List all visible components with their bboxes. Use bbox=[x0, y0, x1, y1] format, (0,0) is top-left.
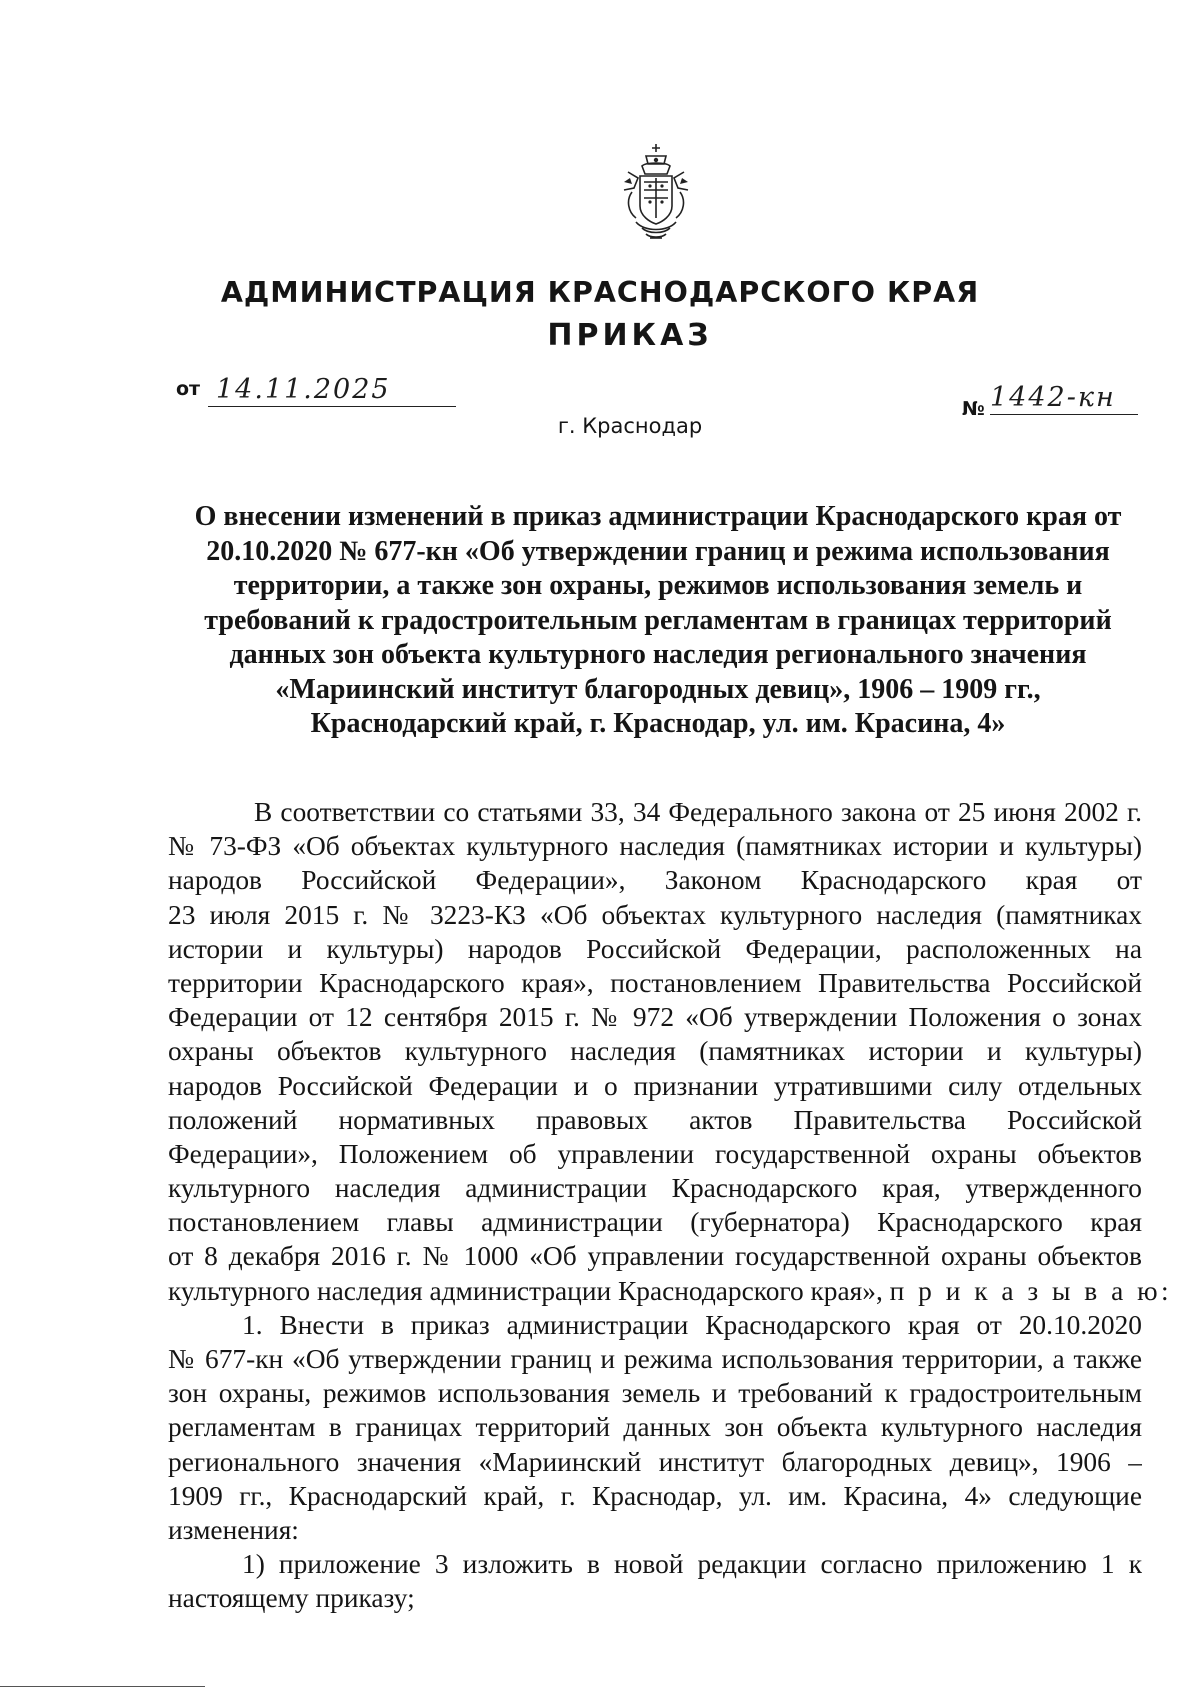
body-line: территории Краснодарского края», постановлением Правительства Российской bbox=[168, 967, 1142, 998]
body-line: от 8 декабря 2016 г. № 1000 «Об управлении государственной охраны объектов bbox=[168, 1241, 1142, 1272]
title-line: О внесении изменений в приказ администрации Краснодарского края от bbox=[194, 501, 1122, 532]
body-line: народов Российской Федерации», Законом Краснодарского края от bbox=[168, 865, 1142, 896]
body-line: регионального значения «Мариинский институт благородных девиц», 1906 – bbox=[168, 1446, 1142, 1477]
body-line: постановлением главы администрации (губернатора) Краснодарского края bbox=[168, 1207, 1142, 1238]
body-line: изменения: bbox=[168, 1514, 299, 1545]
body-line: настоящему приказу; bbox=[168, 1583, 415, 1614]
number-underline bbox=[990, 414, 1138, 415]
body-line: В соответствии со статьями 33, 34 Федерального закона от 25 июня 2002 г. bbox=[254, 797, 1142, 827]
body-line-text: культурного наследия администрации Краснодарского края», bbox=[168, 1275, 883, 1306]
date-label: от bbox=[176, 378, 201, 400]
body-line: регламентам в границах территорий данных зон объекта культурного наследия bbox=[168, 1412, 1142, 1443]
title-line: 20.10.2020 № 677-кн «Об утверждении границ и режима использования bbox=[206, 535, 1110, 567]
title-line: требований к градостроительным регламентам в границах территорий bbox=[204, 604, 1112, 636]
body-line: 1. Внести в приказ администрации Краснодарского края от 20.10.2020 bbox=[242, 1309, 1142, 1340]
body-line: народов Российской Федерации и о признании утратившими силу отдельных bbox=[168, 1070, 1142, 1101]
body-line bbox=[168, 1274, 1173, 1308]
footer-rule bbox=[0, 1686, 205, 1687]
document-type: ПРИКАЗ bbox=[547, 318, 713, 353]
document-title bbox=[170, 500, 1146, 742]
title-line: данных зон объекта культурного наследия регионального значения bbox=[229, 639, 1087, 670]
body-line: 1909 гг., Краснодарский край, г. Краснодар, ул. им. Красина, 4» следующие bbox=[168, 1480, 1142, 1511]
body-line: истории и культуры) народов Российской Федерации, расположенных на bbox=[168, 933, 1142, 964]
body-line: Федерации», Положением об управлении государственной охраны объектов bbox=[168, 1138, 1142, 1169]
city-name: г. Краснодар bbox=[557, 414, 703, 438]
title-line: территории, а также зон охраны, режимов использования земель и bbox=[233, 570, 1083, 601]
body-line: положений нормативных правовых актов Правительства Российской bbox=[168, 1104, 1142, 1135]
number-label: № bbox=[962, 398, 985, 420]
body-line: 23 июля 2015 г. № 3223-КЗ «Об объектах культурного наследия (памятниках bbox=[168, 899, 1142, 930]
body-line: зон охраны, режимов использования земель и требований к градостроительным bbox=[168, 1378, 1142, 1409]
authority-name: АДМИНИСТРАЦИЯ КРАСНОДАРСКОГО КРАЯ bbox=[220, 276, 980, 309]
document-body bbox=[168, 795, 1173, 1616]
body-line: культурного наследия администрации Краснодарского края, утвержденного bbox=[168, 1173, 1142, 1204]
body-line: 1) приложение 3 изложить в новой редакции согласно приложению 1 к bbox=[242, 1549, 1142, 1580]
body-line: № 677-кн «Об утверждении границ и режима использования территории, а также bbox=[168, 1344, 1142, 1375]
operative-word: п р и к а з ы в а ю: bbox=[889, 1275, 1173, 1306]
body-line: Федерации от 12 сентября 2015 г. № 972 «Об утверждении Положения о зонах bbox=[168, 1002, 1142, 1033]
number-value: 1442-кн bbox=[990, 382, 1116, 413]
title-line: «Мариинский институт благородных девиц», 1906 – 1909 гг., bbox=[275, 673, 1041, 705]
body-line: охраны объектов культурного наследия (памятниках истории и культуры) bbox=[168, 1036, 1142, 1067]
body-line: № 73-ФЗ «Об объектах культурного наследия (памятниках истории и культуры) bbox=[168, 831, 1142, 862]
date-value: 14.11.2025 bbox=[216, 374, 391, 405]
coat-of-arms-emblem bbox=[620, 142, 692, 244]
date-underline bbox=[208, 406, 456, 407]
title-line: Краснодарский край, г. Краснодар, ул. им. Красина, 4» bbox=[310, 708, 1006, 739]
